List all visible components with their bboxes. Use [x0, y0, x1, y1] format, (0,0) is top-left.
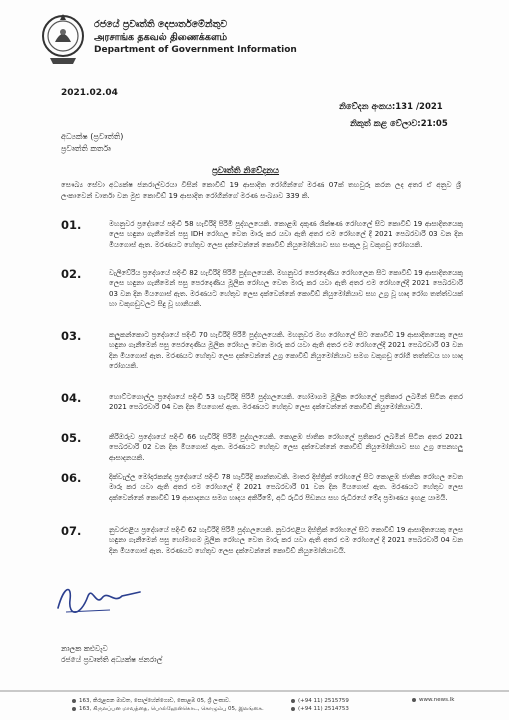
list-item — [61, 268, 463, 309]
list-item — [61, 472, 463, 503]
address-line: 163, කිරුළපන මාවත, පොල්හේන්ගොඩ, කොළඹ 05, ශ්‍රී ලංකාව. — [72, 697, 264, 705]
phone-icon — [291, 699, 295, 703]
item-text: මහනුවර ප්‍රදේශයේ පදිංචි 58 හැවිරිදි පිරිමි පුද්ගලයෙකි. කොළඹ දකුණ ශික්ෂණ රෝහලේ සිට කොවිඩ් 19 ආසාදිතයෙකු ලෙස හඳුනා ගැනීමෙන් පසු IDH රෝහල වෙත මාරු කර යවා ඇති අතර එම රෝහලේ දී 2021 පෙබරවාරි 03 වන දින මියගොස් ඇත. මරණයට හේතුව ලෙස දක්වෙන්නේ කොවිඩ් නියුමෝනියාව සහ සංකූල වූ වකුගඩු රෝගයකි. — [109, 220, 463, 249]
signer-name: නාලක කළුවැව — [61, 644, 108, 653]
national-emblem-icon — [40, 12, 86, 66]
issue-time: නිකුත් කළ වේලාව:21:05 — [350, 119, 448, 129]
item-text: නුවරඑළිය ප්‍රදේශයේ පදිංචි 62 හැවිරිදි පිරිමි පුද්ගලයෙකි. නුවරඑළිය දිස්ත්‍රික් රෝහලේ සිට කොවිඩ් 19 ආසාදිතයෙකු ලෙස හඳුනා ගැනීමෙන් පසු හෝමාගම මූලික රෝහල වෙත මාරු කර යවා ඇති අතර එම රෝහලේ දී 2021 පෙබරවාරි 04 වන දින මියගොස් ඇත. මරණයට හේතුව ලෙස දක්වෙන්නේ කොවිඩ් නියුමෝනියාවයි. — [109, 526, 463, 555]
signature-icon — [50, 578, 160, 622]
list-item — [61, 392, 463, 413]
item-text: කිරිඔරුව ප්‍රදේශයේ පදිංචි 66 හැවිරිදි පිරිමි පුද්ගලයෙකි. කොළඹ ජාතික රෝහලේ ප්‍රතිකාර ලබමින් සිටින අතර 2021 පෙබරවාරි 02 වන දින මියගොස් ඇත. මරණයට හේතුව ලෙස දක්වෙන්නේ කොවිඩ් නියුමෝනියාව සහ උග්‍ර පෙනහලු ආසාදනයකි. — [109, 433, 463, 462]
footer-address — [72, 697, 264, 713]
letterhead — [32, 12, 492, 70]
intro-paragraph: සෞඛ්‍ය සේවා අධ්‍යක්ෂ ජනරාල්වරයා විසින් කොවිඩ් 19 ආසාදිත රෝගීන්ගේ මරණ 07ක් තහවුරු කරන ලද අතර ඒ අනුව ශ්‍රී ලංකාවෙන් වාර්තා වන මුළු කොවිඩ් 19 ආසාදිත රෝගීන්ගේ මරණ සංඛ්‍යාව 339 කි. — [61, 180, 461, 200]
footer-phones — [291, 697, 349, 713]
recipient-line: අධ්‍යක්ෂ (ප්‍රවෘත්ති) — [61, 132, 124, 141]
department-name-english: Department of Government Information — [94, 45, 297, 55]
department-name — [94, 18, 297, 57]
item-number: 05. — [61, 431, 82, 445]
footer-divider — [0, 690, 509, 692]
department-name-tamil: அரசாங்க தகவல் திணைக்களம் — [94, 32, 228, 43]
item-text: දික්වැල්ල මෝදරකන්ද ප්‍රදේශයේ පදිංචි 78 හැවිරිදි කාන්තාවකි. මාතර දිස්ත්‍රික් රෝහලේ සිට කොළඹ ජාතික රෝහල වෙත මාරු කර යවා ඇති අතර එම රෝහලේ දී 2021 පෙබරවාරි 01 වන දින මියගොස් ඇත. මරණයට හේතුව ලෙස දක්වෙන්නේ කොවිඩ් 19 ආසාදනය සමග හෘදය අකිරීමේ, අධි රුධිර පීඩනය සහ රුධිරයේ මේද ප්‍රමාණය ඉහළ යාමයි. — [109, 473, 463, 502]
location-icon — [72, 699, 76, 703]
department-name-sinhala: රජයේ ප්‍රවෘත්ති දෙපාර්තමේන්තුව — [94, 19, 228, 30]
list-item — [61, 432, 463, 463]
fax-icon — [291, 707, 295, 711]
item-text: වැලිවේරිය ප්‍රදේශයේ පදිංචි 82 හැවිරිදි පිරිමි පුද්ගලයෙකි. මහනුවර පෙරදෙණිය රෝහලෙන සිට කොවිඩ් 19 ආසාදිතයෙකු ලෙස හඳුනා ගැනීමෙන් පසු පෙරදෙණිය මූලික රෝහල වෙත මාරු කර යවා ඇති අතර එම රෝහලේදී 2021 පෙබරවාරි 03 වන දින මියගොස් ඇත. මරණයට හේතුව ලෙස දක්වෙන්නේ කොවිඩ් නියුමෝනියාව සහ උග්‍ර වූ හෘද රෝග තත්ත්වයක් හා වකුගඩුවලට සිදු වූ හානියකි. — [109, 269, 463, 308]
release-number: නිවේදන අංකය:131 /2021 — [339, 102, 443, 112]
signer-block — [61, 643, 162, 665]
document-title: ප්‍රවෘත්ති නිවේදනය — [212, 166, 280, 176]
item-number: 06. — [61, 471, 82, 485]
footer-website[interactable]: www.news.lk — [412, 697, 454, 703]
list-item — [61, 219, 463, 250]
recipients — [61, 131, 123, 155]
item-text: හොට්ටගොල්ල ප්‍රදේශයේ පදිංචි 53 හැවිරිදි පිරිමි පුද්ගලයෙකි. හෝමාගම මූලික රෝහලේ ප්‍රතිකාර ලබමින් සිටින අතර 2021 පෙබරවාරි 04 වන දින මියගොස් ඇත. මරණයට හේතුව ලෙස දක්වෙන්නේ කොවිඩ් නියුමෝනියාවයි. — [109, 393, 463, 412]
item-number: 03. — [61, 329, 82, 343]
fax-number: (+94 11) 2514753 — [291, 705, 349, 713]
address-line: 163, கிருலப்பன மாவத்தை, பொல்ஹேன்கொட, கொழும்பு 05, இலங்கை. — [72, 705, 264, 713]
list-item — [61, 525, 463, 556]
list-item — [61, 330, 463, 371]
item-number: 02. — [61, 267, 82, 281]
item-number: 01. — [61, 218, 82, 232]
recipient-line: ප්‍රවෘත්ති කර්තෘ — [61, 144, 111, 153]
signer-designation: රජයේ ප්‍රවෘත්ති අධ්‍යක්ෂ ජනරාල් — [61, 655, 163, 664]
item-number: 04. — [61, 391, 82, 405]
phone-number: (+94 11) 2515759 — [291, 697, 349, 705]
location-icon — [72, 707, 76, 711]
globe-icon — [412, 698, 416, 702]
item-text: කලුකන්කොට ප්‍රදේශයේ පදිංචි 70 හැවිරිදි පිරිමි පුද්ගලයෙකි. මහනුවර මහ රෝහලේ සිට කොවිඩ් 19 ආසාදිතයෙකු ලෙස හඳුනා ගැනීමෙන් පසු පෙරදෙණිය මූලික රෝහල වෙත මාරු කර යවා ඇති අතර එම රෝහලේදී 2021 පෙබරවාරි 03 වන දින මියගොස් ඇත. මරණයට හේතුව ලෙස දක්වෙන්නේ උග්‍ර කොවිඩ් නියුමෝනියාව සමග වකුගඩු රෝගී තත්ත්වය හා හෘද රෝගයකි. — [109, 331, 463, 370]
item-number: 07. — [61, 524, 82, 538]
document-date: 2021.02.04 — [61, 88, 118, 98]
